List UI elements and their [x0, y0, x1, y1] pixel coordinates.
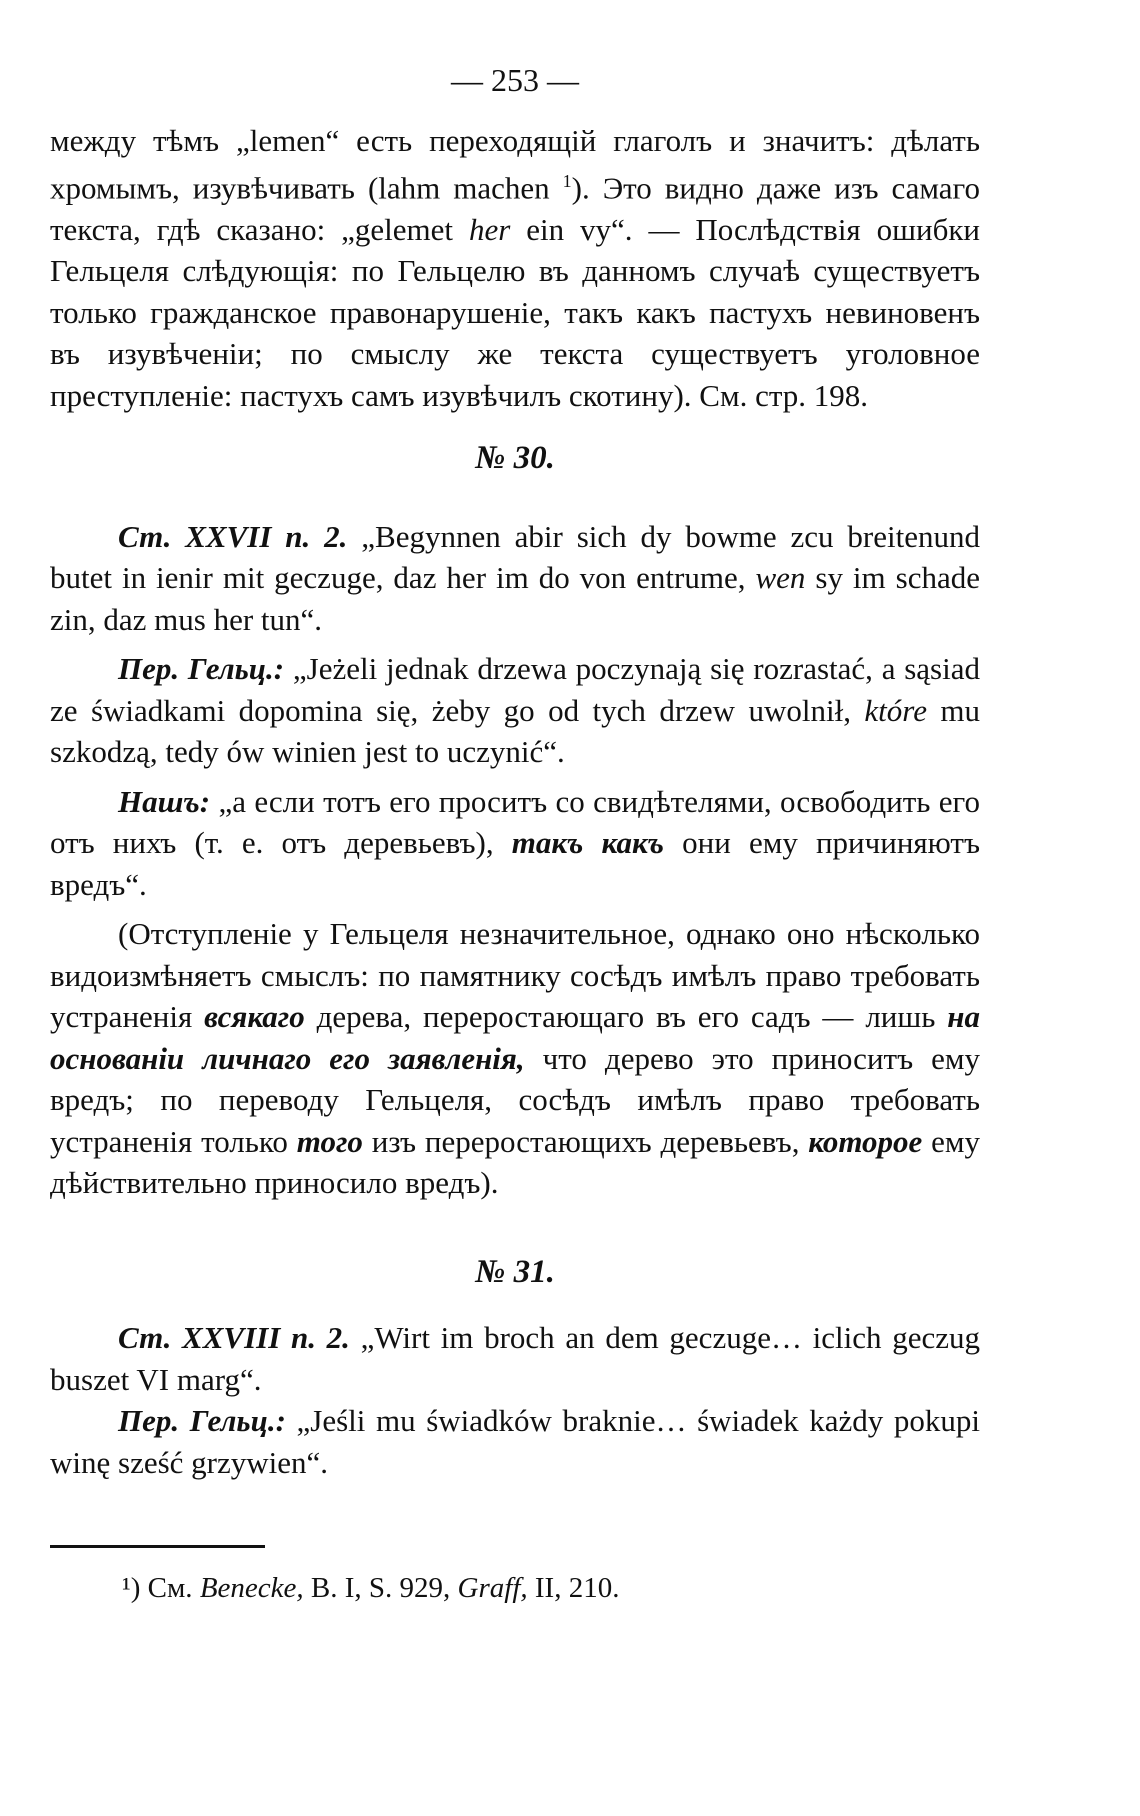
translation-label: Пер. Гельц.:	[118, 651, 285, 687]
emphasis-ktore: które	[864, 692, 927, 728]
article-label: Ст. XXVII п. 2.	[118, 518, 348, 554]
footnote-author-graff: Graff,	[457, 1572, 528, 1605]
our-translation-paragraph: Нашъ: „а если тотъ его проситъ со свидѣтелями, освободить его отъ нихъ (т. е. отъ деревьевъ), такъ какъ они ему причиняютъ вредъ“.	[50, 783, 980, 902]
article-28-paragraph: Ст. XXVIII п. 2. „Wirt im broch an dem geczuge… iclich geczug buszet VI marg“.	[50, 1320, 980, 1397]
emphasis-her: her	[468, 211, 511, 247]
footnote-author-benecke: Benecke,	[199, 1572, 304, 1605]
emphasis-tak-kak: такъ какъ	[511, 825, 665, 861]
article-27-paragraph: Ст. XXVII п. 2. „Begynnen abir sich dy bowme zcu breitenund butet in ienir mit geczuge, daz her im do von entrume, wen sy im schade zin, daz mus her tun“.	[50, 518, 980, 637]
emphasis-wen: wen	[755, 560, 806, 596]
article-label: Ст. XXVIII п. 2.	[118, 1320, 350, 1356]
section-heading-31: № 31.	[475, 1253, 555, 1290]
footnote-ref: 1	[562, 171, 572, 191]
emphasis-kotoroe: которое	[808, 1123, 923, 1159]
remark-paragraph: (Отступленіе у Гельцеля незначительное, однако оно нѣсколько видоизмѣняетъ смыслъ: по памятнику сосѣдъ имѣлъ право требовать устраненія всякаго дерева, переростающаго въ его садъ — лишь на основаніи личнаго его заявленія, что дерево это приноситъ ему вредъ; по переводу Гельцеля, сосѣдъ имѣлъ право требовать устраненія только того изъ переростающихъ деревьевъ, которое ему дѣйствительно приносило вредъ).	[50, 916, 981, 1201]
section-heading-30: № 30.	[475, 440, 555, 477]
footnote: ¹) См. Benecke, B. I, S. 929, Graff, II, 210.	[122, 1572, 620, 1605]
emphasis-vsyakago: всякаго	[204, 999, 305, 1035]
helcel-translation-paragraph: Пер. Гельц.: „Jeżeli jednak drzewa poczynają się rozrastać, a sąsiad ze świadkami dopomina się, żeby go od tych drzew uwolnił, które mu szkodzą, tedy ów winien jest to uczynić“.	[50, 651, 980, 770]
intro-paragraph: между тѣмъ „lemen“ есть переходящій глаголъ и значитъ: дѣлать хромымъ, изувѣчивать (lahm machen $^1$). Это видно даже изъ самаго текста, гдѣ сказано: „gelemet her ein vy“. — Послѣдствія ошибки Гельцеля слѣдующія: по Гельцелю въ данномъ случаѣ существуетъ только гражданское правонарушеніе, такъ какъ пастухъ невиновенъ въ изувѣченіи; по смыслу же текста существуетъ уголовное преступленіе: пастухъ самъ изувѣчилъ скотину). См. стр. 198.	[50, 122, 980, 413]
emphasis-togo: того	[296, 1123, 363, 1159]
emphasis-na-osnovanii: на основаніи личнаго его заявленія,	[50, 999, 980, 1076]
page	[50, 60, 980, 1610]
footnote-divider	[50, 1545, 265, 1548]
our-label: Нашъ:	[118, 783, 211, 819]
footnote-mark: ¹)	[122, 1572, 141, 1605]
page-number: — 253 —	[451, 62, 579, 98]
translation-label: Пер. Гельц.:	[118, 1403, 286, 1439]
helcel-translation-paragraph: Пер. Гельц.: „Jeśli mu świadków braknie… świadek każdy pokupi winę sześć grzywien“.	[50, 1403, 980, 1480]
